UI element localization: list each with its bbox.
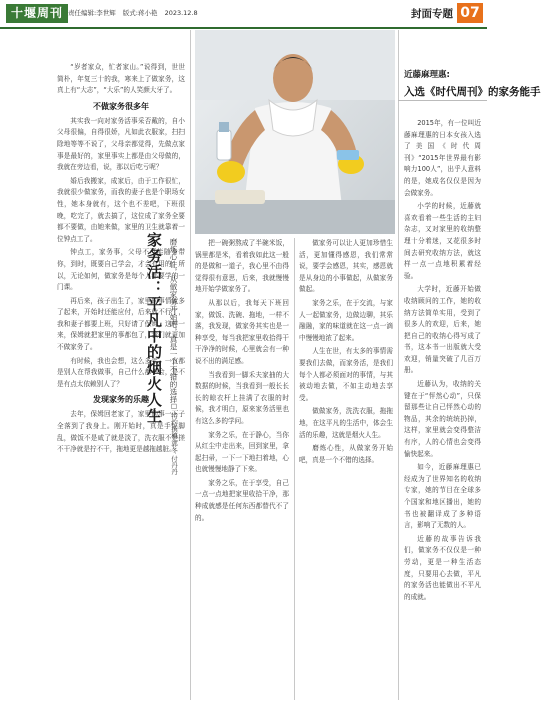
body-paragraph: 再后来，孩子出生了，家里的事情就多了起来，开始时还能应付，后来就不行了，我和妻子都要上班，只好请了保姆，这样一来，保姆就把家里的事都包了，我们就更加不做家务了。 [57, 296, 185, 352]
body-paragraph: 人生在世，有太多的事情需要我们去做，而家务活，是我们每个人都必须面对的事情，与其被动地去做，不如主动地去享受。 [299, 347, 393, 402]
designer-credit: 版式:蒋小艳 [122, 9, 158, 17]
paper-name: 十堰周刊 [6, 4, 68, 23]
subheading-1: 不做家务很多年 [93, 101, 149, 111]
body-paragraph: 近藤的故事告诉我们，做家务不仅仅是一种劳动，更是一种生活态度，只要用心去做，平凡的家务活也能做出不平凡的成就。 [404, 534, 481, 601]
body-paragraph: 2015年，有一位叫近藤麻理惠的日本女孩入选了美国《时代周刊》“2015年世界最有影响力100人”，出乎人意料的是，她成名仅仅是因为会做家务。 [404, 119, 481, 197]
edit-info [68, 8, 203, 17]
body-paragraph: 近藤认为，收纳的关键在于“怦然心动”，只保留那些让自己怦然心动的物品，其余的统统扔掉，这样，家里就会变得整洁有序，人的心情也会变得愉快起来。 [404, 380, 481, 458]
hero-photo [195, 30, 395, 234]
middle-column-2 [299, 238, 393, 700]
sidebar-rule [398, 100, 487, 101]
body-paragraph: 把一碗粥熬成了半碗米饭，锅里都是米，看着我如此这一般的是做和一道子，我心里不由得觉得很有意思，后来，我就慢慢地开始学做家务了。 [195, 239, 289, 294]
column-divider [190, 30, 191, 700]
body-paragraph: 小学的时候，近藤就喜欢看着一些生活的主妇杂志，又对家里的收纳整理十分着迷，又花很多时间去研究收纳方法，就这样一点一点地积累着经验。 [404, 202, 481, 280]
body-paragraph: 家务之乐，在于享受，自己一点一点地把家里收拾干净，那种成就感是任何东西都替代不了的。 [195, 478, 289, 522]
body-paragraph: 去年，保姆回老家了，家里的事一下子全落到了我身上。刚开始时，真是手忙脚乱，做饭不是咸了就是淡了，洗衣服不是搓不干净就是拧不干，拖地更是越拖越脏。 [57, 410, 185, 454]
body-paragraph: 家务之乐，在于静心，当你从红尘中走出来，回到家里，拿起扫帚，一下一下地扫着地，心也就慢慢地静了下来。 [195, 430, 289, 474]
body-paragraph: 家务之乐，在于交流，与家人一起做家务，边做边聊，其乐融融，家的味道就在这一点一滴中慢慢地浓了起来。 [299, 298, 393, 342]
body-paragraph: 如今，近藤麻理惠已经成为了世界知名的收纳专家，她的节目在全球多个国家和地区播出，她的书也被翻译成了多种语言，影响了无数的人。 [404, 463, 481, 530]
page-header [0, 0, 487, 29]
sidebar-title: 入选《时代周刊》的家务能手 [404, 86, 541, 98]
body-paragraph: 做做家务，洗洗衣服，拖拖地，在这平凡的生活中，体会生活的乐趣，这就是烟火人生。 [299, 407, 393, 439]
article-subtitle: 磨炼心性，从做家务开始吧，真是一个不错的选择 [169, 238, 178, 403]
intro-paragraph: “岁者家众，忙者家山。”说得到，世世简朴，年复三十的我，寒来上了做家务，这真上有“大志”，“大乐”的人笑颜大牙了。 [57, 63, 185, 95]
page-number: 07 [457, 3, 483, 23]
subheading-2: 发现家务的乐趣 [93, 395, 149, 405]
body-paragraph: 从那以后，我每天下班回家，做饭、洗碗、拖地，一样不落，我发现，做家务其实也是一种享受，每当我把家里收拾得干干净净的时候，心里就会有一种说不出的满足感。 [195, 298, 289, 365]
body-paragraph: 做家务可以让人更加珍惜生活，更加懂得感恩，我们常常说，要学会感恩，其实，感恩就是从身边的小事做起，从做家务做起。 [299, 239, 393, 294]
sidebar-article-body [404, 118, 481, 700]
body-paragraph: 其实我一向对家务活事采否戴的，自小父母很偏，自得很娇，凡如此衣服家，扫扫除地等等不说了，父母亲都觉得，先做点家事是最好的，家里事实上都是由父母做的，我就在旁边看，说，那以后吃亏呢？ [57, 116, 185, 172]
issue-date: 2023.12.8 [164, 9, 198, 17]
body-paragraph: 大学时，近藤开始做收纳顾问的工作，她的收纳方法简单实用，受到了很多人的欢迎，后来，她把自己的收纳心得写成了书，这本书一出版就大受欢迎，销量突破了几百万册。 [404, 285, 481, 375]
column-divider [294, 238, 295, 700]
body-paragraph: 磨炼心性，从做家务开始吧，真是一个不错的选择。 [299, 444, 393, 464]
column-divider [398, 30, 399, 700]
man-cleaning-illustration [195, 30, 395, 234]
middle-column-1 [195, 238, 289, 700]
section-name: 封面专题 [411, 8, 453, 20]
body-paragraph: 婚后我搬家，成家后，由于工作很忙，我就很少做家务，而我的妻子也是个职场女性，她本身就有，这个也不差吧，下班很晚，吃完了，就去搞了，这位成了家务全要都不要做，由她来做，家里的卫生就靠着一位钟点工了。 [57, 176, 185, 243]
body-paragraph: 钟点工，家务事，父母不可能随身带你，到时，既要自己学会，才会有用的。所以，无论如何，做家务是每个人都要学的一门课。 [57, 248, 185, 292]
body-paragraph: 有时候，我也会想，这么多年，一直都是别人在帮我做事，自己什么都不会，是不是有点太依赖别人了？ [57, 356, 185, 388]
body-paragraph: 当我看到一脚禾夫家抽的大数据的时候，当我看到一般长长长的晾衣杆上挂满了衣服的时候，我才明白，原来家务活里也有这么多的学问。 [195, 370, 289, 425]
main-article-title-block [141, 232, 187, 475]
sidebar-article-header [404, 68, 541, 99]
sidebar-author: 近藤麻理惠: [404, 70, 450, 80]
article-byline: □ 特约撰稿 郭冬 付丹丹 [170, 402, 178, 475]
editor-credit: 责任编辑:李世辉 [68, 9, 116, 17]
article-title: 家务活：平凡中的烟火人生 [145, 232, 163, 424]
